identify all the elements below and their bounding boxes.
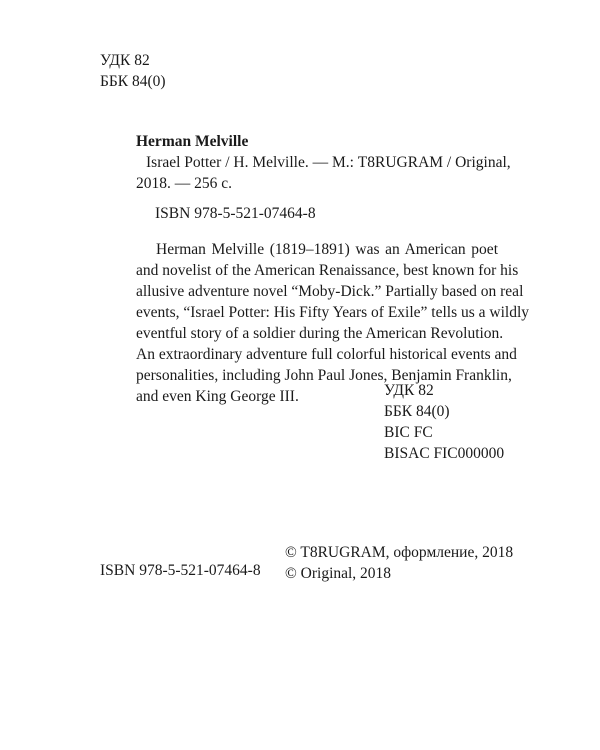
isbn: ISBN 978-5-521-07464-8: [100, 562, 261, 579]
udk-code: УДК 82: [384, 382, 434, 399]
annotation-line: and novelist of the American Renaissance, best known for his: [136, 262, 519, 279]
udk-code: УДК 82: [100, 52, 150, 69]
copyright-publisher: © T8RUGRAM, оформление, 2018: [285, 544, 514, 561]
bbk-code: ББК 84(0): [100, 73, 166, 90]
copyright-block: [285, 542, 513, 584]
annotation-line: events, “Israel Potter: His Fifty Years of Exile” tells us a wildly: [136, 304, 530, 321]
annotation-line: personalities, including John Paul Jones, Benjamin Franklin,: [136, 367, 512, 384]
right-classification: [384, 380, 504, 464]
author-name: Herman Melville: [136, 133, 249, 150]
annotation-line: and even King George III.: [136, 388, 299, 405]
title-line-1: Israel Potter / H. Melville. — М.: T8RUGRAM / Original,: [146, 154, 511, 171]
annotation-line: An extraordinary adventure full colorful historical events and: [136, 346, 517, 363]
annotation-line: allusive adventure novel “Moby-Dick.” Partially based on real: [136, 283, 524, 300]
annotation-line: Herman Melville (1819–1891) was an American poet: [156, 241, 498, 258]
bbk-code: ББК 84(0): [384, 403, 450, 420]
copyright-original: © Original, 2018: [285, 565, 392, 582]
top-classification: [100, 50, 166, 92]
bibliographic-entry: [136, 131, 511, 194]
bisac-code: BISAC FIC000000: [384, 445, 505, 462]
annotation-line: eventful story of a soldier during the American Revolution.: [136, 325, 504, 342]
bic-code: BIC FC: [384, 424, 433, 441]
isbn: ISBN 978-5-521-07464-8: [155, 205, 316, 222]
footer-isbn: [100, 560, 261, 581]
title-line-2: 2018. — 256 с.: [136, 175, 233, 192]
